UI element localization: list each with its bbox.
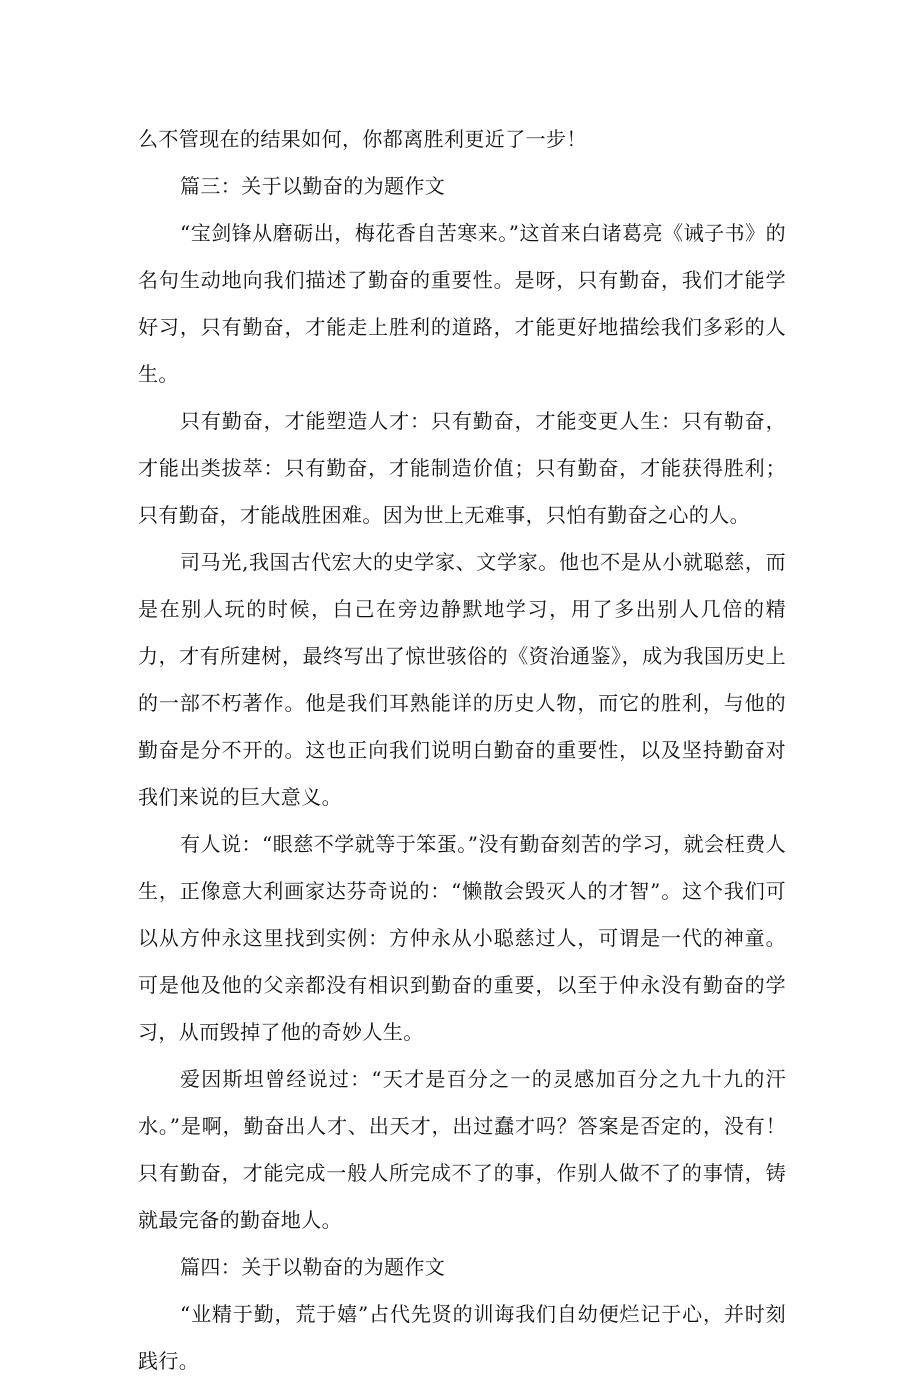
document-body — [138, 116, 786, 1385]
paragraph-sima-guang: 司马光,我国古代宏大的史学家、文学家。他也不是从小就聪慈，而是在别人玩的时候，白己在旁边静默地学习，用了多出别人几倍的精力，才有所建树，最终写出了惊世骇俗的《资治通鉴》，成为我国历史上的一部不朽著作。他是我们耳熟能详的历史人物，而它的胜利，与他的勤奋是分不开的。这也正向我们说明白勤奋的重要性，以及坚持勤奋对我们来说的巨大意义。 — [138, 550, 786, 809]
paragraph-einstein: 爱因斯坦曾经说过：“天才是百分之一的灵感加百分之九十九的汗水。”是啊，勤奋出人才、出天才，出过蠢才吗？答案是否定的，没有！只有勤奋，才能完成一般人所完成不了的事，作别人做不了的事情，铸就最完备的勤奋地人。 — [138, 1067, 786, 1232]
section-heading-4: 篇四：关于以勒奋的为题作文 — [180, 1255, 446, 1279]
paragraph-only-diligence: 只有勤奋，才能塑造人才：只有勤奋，才能变更人生：只有勒奋，才能出类拔萃：只有勤奋，才能制造价值；只有勤奋，才能获得胜利；只有勤奋，才能战胜困难。因为世上无难事，只怕有勤奋之心的人。 — [138, 409, 786, 527]
section-heading-3: 篇三：关于以勤奋的为题作文 — [180, 174, 446, 198]
paragraph-ancient-sages: “业精于勤，荒于嬉”占代先贤的训诲我们自幼便烂记于心，并时刻践行。 — [138, 1302, 786, 1373]
paragraph-continuation: 么不管现在的结果如何，你都离胜利更近了一步！ — [138, 127, 587, 151]
paragraph-quote-intro: “宝剑锋从磨砺出，梅花香自苦寒来。”这首来白诸葛亮《诫子书》的名句生动地向我们描述了勤奋的重要性。是呀，只有勤奋，我们才能学好习，只有勤奋，才能走上胜利的道路，才能更好地描绘我们多彩的人生。 — [138, 221, 786, 386]
paragraph-fang-zhongyong: 有人说：“眼慈不学就等于笨蛋。”没有勤奋刻苦的学习，就会枉费人生，正像意大利画家达芬奇说的：“懒散会毁灭人的才智”。这个我们可以从方仲永这里找到实例：方仲永从小聪慈过人，可谓是一代的神童。可是他及他的父亲都没有相识到勤奋的重要，以至于仲永没有勤奋的学习，从而毁掉了他的奇妙人生。 — [138, 832, 786, 1044]
